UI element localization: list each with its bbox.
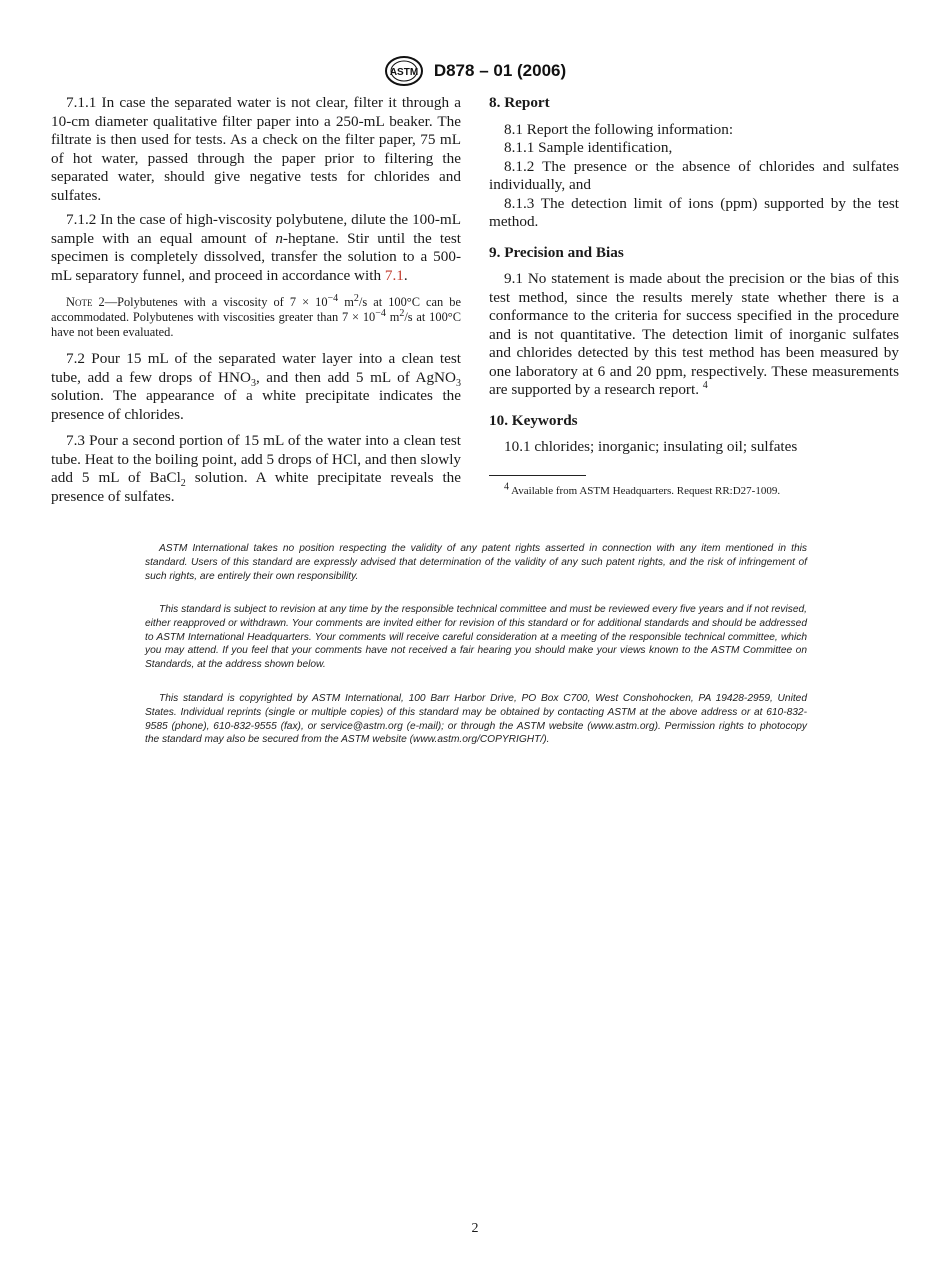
legal-copyright-notice: This standard is copyrighted by ASTM International, 100 Barr Harbor Drive, PO Box C700, West Conshohocken, PA 19428-2959, United States. Individual reprints (single or multiple copies) of this standard may be obtained by contacting ASTM at the above address or at 610-832-9585 (phone), 610-832-9555 (fax), or service@astm.org (e-mail); or through the ASTM website (www.astm.org). Permission rights to photocopy the standard may also be secured from the ASTM website (www.astm.org/COPYRIGHT/).: [145, 693, 807, 746]
section-10-heading: 10. Keywords: [489, 411, 578, 429]
section-8-1-1: 8.1.1 Sample identification,: [504, 139, 673, 156]
footnote-divider: [489, 475, 586, 476]
legal-patent-notice: ASTM International takes no position respecting the validity of any patent rights asserted in connection with any item mentioned in this standard. Users of this standard are expressly advised that determination of the validity of any such patent rights, and the risk of infringement of such rights, are entirely their own responsibility.: [145, 543, 807, 582]
section-10-1: 10.1 chlorides; inorganic; insulating oil; sulfates: [504, 438, 798, 455]
section-8-1-2: 8.1.2 The presence or the absence of chlorides and sulfates individually, and: [489, 157, 899, 193]
section-7-1-1: 7.1.1 In case the separated water is not clear, filter it through a 10-cm diameter qualitative filter paper into a 250-mL beaker. The filtrate is then used for tests. As a check on the filter paper, 75 mL of hot water, passed through the paper prior to filtering the separated water, should give negative tests for chlorides and sulfates.: [51, 94, 461, 204]
page-header: [0, 55, 950, 87]
page-number: 2: [471, 1221, 479, 1236]
note-2: Note 2—Polybutenes with a viscosity of $7 \times 10^{-4}$ $m^2/s$ at 100°C can be accommodated. Polybutenes with viscosities greater than $7 \times 10^{-4}$ $m^2/s$ at 100°C have not been evaluated.: [51, 292, 461, 339]
footnote-4: $^4$ Available from ASTM Headquarters. Request RR:D27-1009.: [504, 480, 781, 497]
section-7-1-2: 7.1.2 In the case of high-viscosity polybutene, dilute the 100-mL sample with an equal amount of n-heptane. Stir until the test specimen is completely dissolved, transfer the solution to a 500-mL separatory funnel, and proceed in accordance with 7.1.: [51, 211, 461, 284]
left-column: [51, 94, 461, 506]
section-8-1: 8.1 Report the following information:: [504, 120, 734, 138]
legal-revision-notice: This standard is subject to revision at any time by the responsible technical committee and must be reviewed every five years and if not revised, either reapproved or withdrawn. Your comments are invited either for revision of this standard or for additional standards and should be addressed to ASTM International Headquarters. Your comments will receive careful consideration at a meeting of the responsible technical committee, which you may attend. If you feel that your comments have not received a fair hearing you should make your views known to the ASTM Committee on Standards, at the address shown below.: [145, 604, 807, 671]
section-8-heading: 8. Report: [489, 94, 550, 111]
section-9-heading: 9. Precision and Bias: [489, 243, 624, 261]
section-8-1-3: 8.1.3 The detection limit of ions (ppm) supported by the test method.: [489, 194, 899, 230]
section-9-1: 9.1 No statement is made about the precision or the bias of this test method, since the results merely state whether there is a conformance to the criteria for success specified in the procedure and is not quantitative. The detection limit of inorganic sulfates and chlorides detected by this test method has been measured by one laboratory at 6 and 20 ppm, respectively. These measurements are supported by a research report. $^4$: [489, 270, 899, 398]
section-7-2: 7.2 Pour 15 mL of the separated water layer into a clean test tube, add a few drops of $HNO_3$, and then add 5 mL of AgNO$_3$ solution. The appearance of a white precipitate indicates the presence of chlorides.: [51, 350, 461, 423]
svg-text:ASTM: ASTM: [389, 67, 418, 78]
footnote-ref[interactable]: 4: [702, 379, 708, 391]
standard-designation: D878 – 01 (2006): [433, 61, 567, 80]
astm-logo-icon: [384, 55, 424, 87]
right-column: [489, 94, 899, 498]
section-7-3: 7.3 Pour a second portion of 15 mL of the water into a clean test tube. Heat to the boiling point, add 5 drops of HCl, and then slowly add 5 mL of BaCl$_2$ solution. A white precipitate reveals the presence of sulfates.: [51, 432, 462, 505]
section-7-1-link[interactable]: 7.1: [384, 266, 404, 284]
